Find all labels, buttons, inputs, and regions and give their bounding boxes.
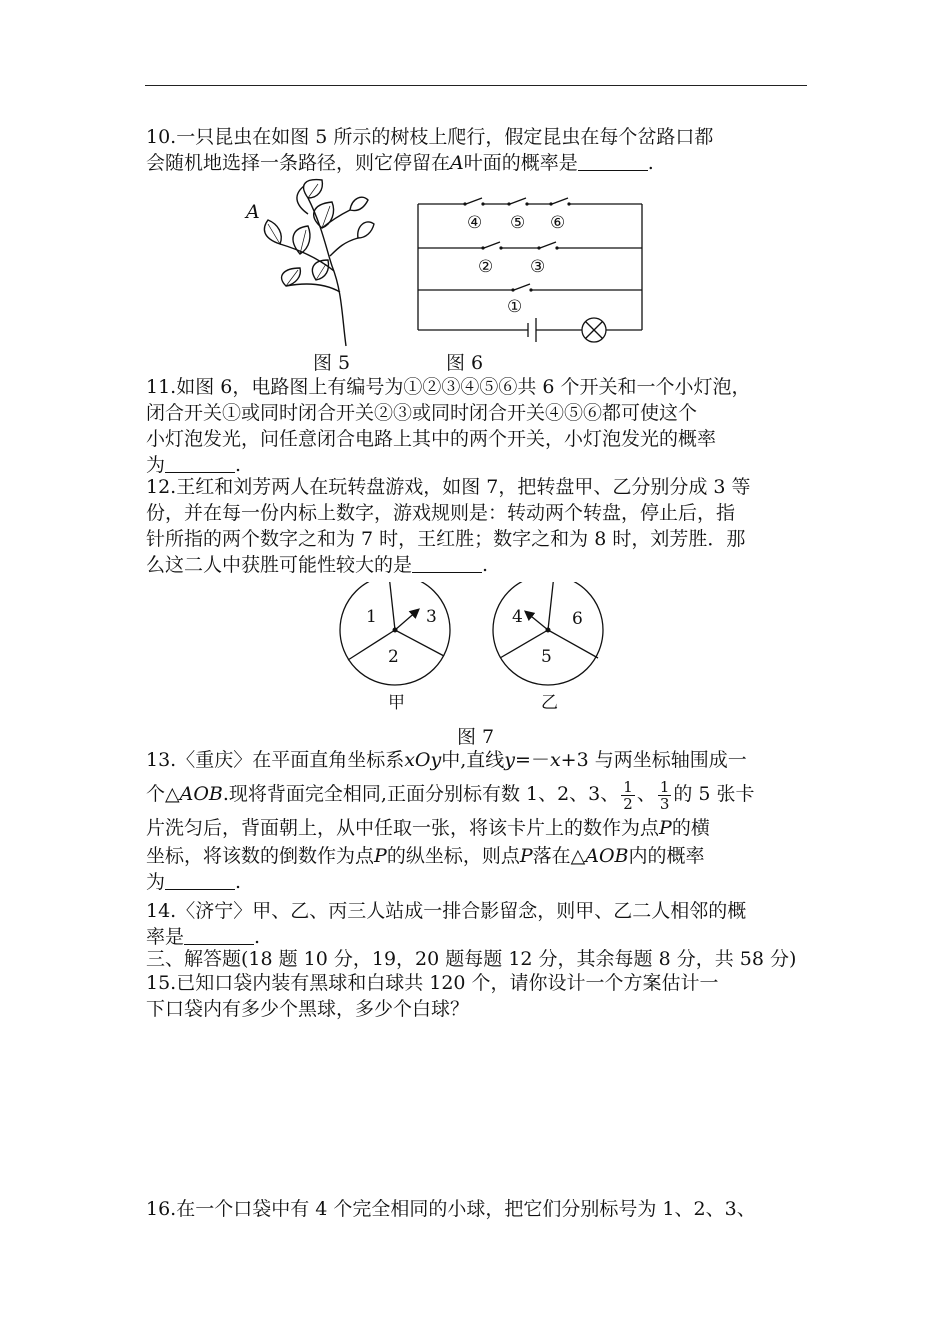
question-13: 13.〈重庆〉在平面直角坐标系xOy中,直线y=－x+3 与两坐标轴围成一 个△AOB.现将背面完全相同,正面分别标有数 1、2、3、 $\frac{1}{2}$ 、 $\frac{1}{3}$ 的 5 张卡 片洗匀后，背面朝上，从中任取一张，将该卡片上的数作为点P的横 坐标，将该数的倒数作为点P的纵坐标，则点P落在△AOB内的概率 为 .: [146, 749, 755, 893]
wheel-jia-label: 甲: [388, 693, 405, 713]
wheel-jia-number-1: 1: [366, 607, 377, 627]
figure-6-circuit: [410, 186, 650, 346]
fig5-label-a: A: [246, 201, 260, 223]
question-12: 12.王红和刘芳两人在玩转盘游戏，如图 7，把转盘甲、乙分别分成 3 等 份，并在每一份内标上数字，游戏规则是：转动两个转盘，停止后，指 针所指的两个数字之和为 7 时，王红胜；数字之和为 8 时，刘芳胜．那 么这二人中获胜可能性较大的是 .: [146, 476, 751, 576]
answer-blank-13: [165, 871, 235, 890]
switch-3: ③: [530, 257, 546, 277]
answer-blank-12: [412, 554, 482, 573]
wheel-yi-number-5: 5: [541, 647, 552, 667]
switch-2: ②: [478, 257, 494, 277]
switch-4: ④: [467, 213, 483, 233]
answer-blank-11: [165, 454, 235, 473]
figure-5-caption: 图 5: [313, 352, 351, 374]
figure-5-branch: [238, 176, 378, 348]
wheel-yi-number-6: 6: [572, 609, 583, 629]
wheel-jia-number-3: 3: [426, 607, 437, 627]
question-14: 14.〈济宁〉甲、乙、丙三人站成一排合影留念，则甲、乙二人相邻的概 率是 .: [146, 900, 747, 948]
figure-7-caption: 图 7: [457, 726, 495, 748]
answer-blank-14: [184, 926, 254, 945]
wheel-yi-label: 乙: [541, 693, 558, 713]
switch-5: ⑤: [510, 213, 526, 233]
figure-6-caption: 图 6: [446, 352, 484, 374]
question-10: 10.一只昆虫在如图 5 所示的树枝上爬行，假定昆虫在每个岔路口都 会随机地选择一条路径，则它停留在A叶面的概率是 .: [146, 126, 714, 174]
fraction-one-half: $\frac{1}{2}$: [623, 777, 633, 813]
switch-1: ①: [507, 297, 523, 317]
wheel-jia: [340, 582, 450, 685]
fraction-one-third: $\frac{1}{3}$: [659, 777, 670, 813]
header-rule: [145, 85, 807, 86]
wheel-yi-number-4: 4: [512, 607, 523, 627]
wheel-yi: [493, 582, 603, 685]
question-16: 16.在一个口袋中有 4 个完全相同的小球，把它们分别标号为 1、2、3、: [146, 1198, 756, 1220]
figure-7-spinners: [336, 582, 616, 718]
question-15: 15.已知口袋内装有黑球和白球共 120 个，请你设计一个方案估计一 下口袋内有多少个黑球，多少个白球？: [146, 972, 719, 1020]
question-11: 11.如图 6，电路图上有编号为①②③④⑤⑥共 6 个开关和一个小灯泡， 闭合开关①或同时闭合开关②③或同时闭合开关④⑤⑥都可使这个 小灯泡发光，问任意闭合电路上其中的两个开关，小灯泡发光的概率 为 .: [146, 376, 751, 476]
switch-6: ⑥: [550, 213, 566, 233]
section-3-heading: 三、解答题(18 题 10 分，19，20 题每题 12 分，其余每题 8 分，共 58 分): [146, 948, 797, 970]
wheel-jia-number-2: 2: [388, 647, 399, 667]
answer-blank-10: [578, 152, 648, 171]
